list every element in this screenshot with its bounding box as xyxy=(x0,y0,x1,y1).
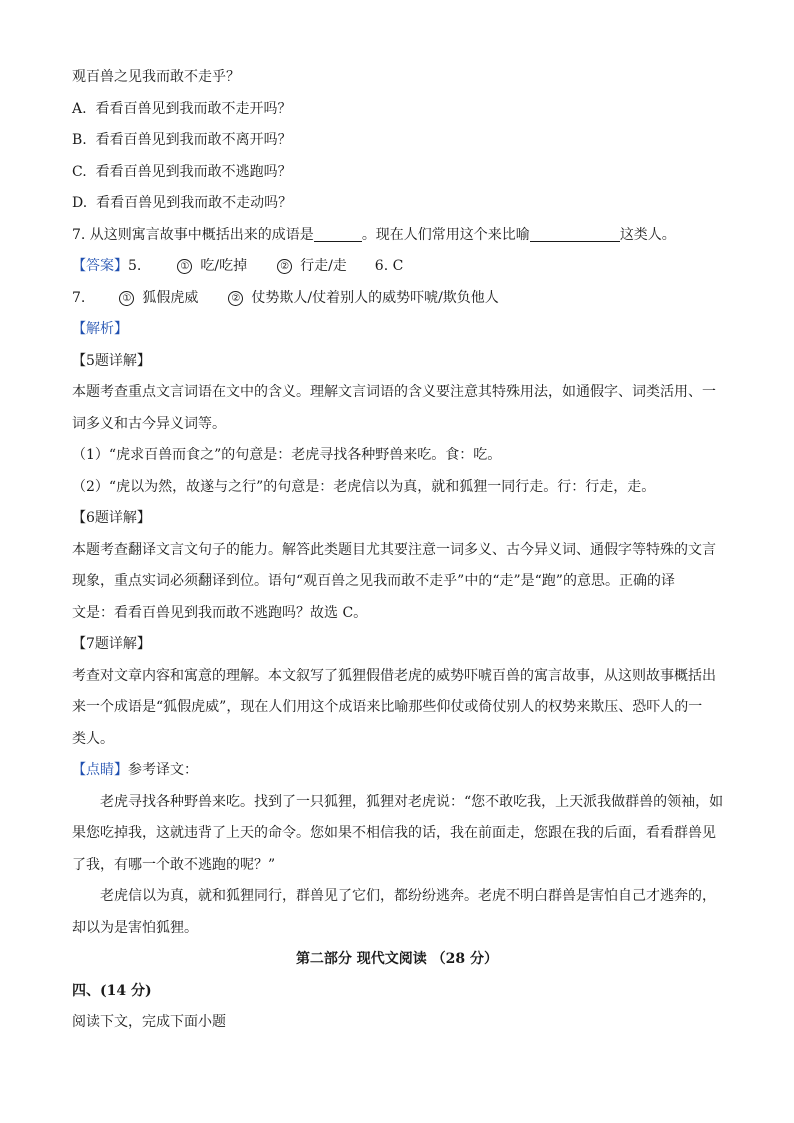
circled-number-icon: ① xyxy=(177,259,192,274)
translation-line: 却以为是害怕狐狸。 xyxy=(72,919,198,936)
section-heading: 四、(14 分) xyxy=(72,982,152,999)
circled-number-icon: ② xyxy=(277,259,292,274)
q6-option-a: A. 看看百兽见到我而敢不走开吗？ xyxy=(72,100,292,117)
detail-5-line: 本题考查重点文言词语在文中的含义。理解文言词语的含义要注意其特殊用法，如通假字、词类活用、一 xyxy=(72,384,716,400)
tip-tag: 【点睛】 xyxy=(72,762,128,778)
detail-5-line: （2）“虎以为然，故遂与之行”的句意是：老虎信以为真，就和狐狸一同行走。行：行走，走。 xyxy=(72,478,656,495)
q6-option-c: C. 看看百兽见到我而敢不逃跑吗？ xyxy=(72,163,292,180)
circled-number-icon: ② xyxy=(228,291,243,306)
circled-number-icon: ① xyxy=(119,291,134,306)
document-page xyxy=(72,62,722,1039)
tip-line: 【点睛】参考译文： xyxy=(72,762,198,778)
detail-5-line: （1）“虎求百兽而食之”的句意是：老虎寻找各种野兽来吃。食：吃。 xyxy=(72,447,502,463)
detail-7-line: 来一个成语是“狐假虎威”，现在人们用这个成语来比喻那些仰仗或倚仗别人的权势来欺压、恐吓人的一 xyxy=(72,699,703,715)
detail-6-title: 【6题详解】 xyxy=(72,510,151,526)
detail-7-line: 考查对文章内容和寓意的理解。本文叙写了狐狸假借老虎的威势吓唬百兽的寓言故事，从这则故事概括出 xyxy=(72,667,716,684)
analysis-tag: 【解析】 xyxy=(72,321,128,337)
q7-stem: 7. 从这则寓言故事中概括出来的成语是 。现在人们常用这个来比喻 这类人。 xyxy=(72,226,676,243)
detail-6-line: 文是：看看百兽见到我而敢不逃跑吗？故选 C。 xyxy=(72,604,368,621)
detail-6-line: 现象，重点实词必须翻译到位。语句“观百兽之见我而敢不走乎”中的“走”是“跑”的意思。正确的译 xyxy=(72,573,675,589)
translation-line: 了我，有哪一个敢不逃跑的呢？” xyxy=(72,856,276,873)
detail-5-title: 【5题详解】 xyxy=(72,352,151,369)
answer-line-2: 7. ① 狐假虎威 ② 仗势欺人/仗着别人的威势吓唬/欺负他人 xyxy=(72,289,499,306)
detail-5-line: 词多义和古今异义词等。 xyxy=(72,415,226,432)
detail-7-title: 【7题详解】 xyxy=(72,636,151,652)
answer-tag: 【答案】 xyxy=(72,258,128,274)
answer-blank-1 xyxy=(314,225,362,242)
answer-blank-2 xyxy=(530,225,620,242)
detail-6-line: 本题考查翻译文言文句子的能力。解答此类题目尤其要注意一词多义、古今异义词、通假字等特殊的文言 xyxy=(72,541,716,558)
translation-line: 果您吃掉我，这就违背了上天的命令。您如果不相信我的话，我在前面走，您跟在我的后面，看看群兽见 xyxy=(72,825,716,841)
q6-stem: 观百兽之见我而敢不走乎？ xyxy=(72,69,240,85)
translation-line: 老虎信以为真，就和狐狸同行，群兽见了它们，都纷纷逃奔。老虎不明白群兽是害怕自己才逃奔的， xyxy=(100,888,716,904)
detail-7-line: 类人。 xyxy=(72,730,114,747)
q6-option-b: B. 看看百兽见到我而敢不离开吗？ xyxy=(72,132,292,148)
answer-line-1: 【答案】5. ① 吃/吃掉 ② 行走/走 6. C xyxy=(72,258,404,274)
translation-line: 老虎寻找各种野兽来吃。找到了一只狐狸，狐狸对老虎说：“您不敢吃我，上天派我做群兽的领袖，如 xyxy=(100,793,724,810)
q6-option-d: D. 看看百兽见到我而敢不走动吗？ xyxy=(72,195,293,211)
reading-instruction: 阅读下文，完成下面小题 xyxy=(72,1014,226,1030)
part2-heading: 第二部分 现代文阅读 （28 分） xyxy=(295,951,499,967)
